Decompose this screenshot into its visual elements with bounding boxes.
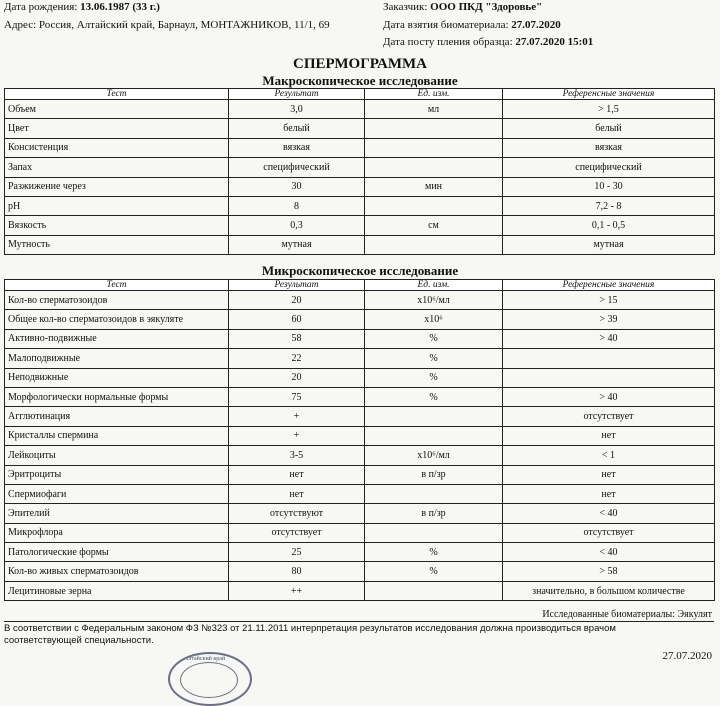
unit-value	[365, 407, 503, 426]
test-name: Патологические формы	[5, 543, 229, 562]
unit-value: %	[365, 349, 503, 368]
reference-value: отсутствует	[503, 407, 715, 426]
macro-heading: Макроскопическое исследование	[262, 73, 458, 88]
address-label: Адрес:	[4, 19, 37, 31]
result-value: нет	[229, 484, 365, 503]
unit-value: %	[365, 387, 503, 406]
dob-label: Дата рождения:	[4, 1, 78, 13]
reference-value: 7,2 - 8	[503, 196, 715, 215]
result-value: 20	[229, 368, 365, 387]
test-name: Спермиофаги	[5, 484, 229, 503]
unit-value: %	[365, 543, 503, 562]
reference-value: > 39	[503, 310, 715, 329]
footer-divider	[4, 621, 714, 622]
test-name: Запах	[5, 158, 229, 177]
test-name: Эритроциты	[5, 465, 229, 484]
legal-note-line2: соответствующей специальности.	[4, 635, 154, 646]
reference-value	[503, 349, 715, 368]
reference-value: < 1	[503, 446, 715, 465]
unit-value: %	[365, 329, 503, 348]
micro-header-row	[5, 280, 715, 291]
unit-value: %	[365, 562, 503, 581]
sample-date-label: Дата взятия биоматериала:	[383, 19, 509, 31]
result-value: специфический	[229, 158, 365, 177]
customer-label: Заказчик:	[383, 1, 428, 13]
table-row	[5, 407, 715, 426]
result-value: 75	[229, 387, 365, 406]
table-row	[5, 543, 715, 562]
col-result: Результат	[229, 280, 365, 291]
result-value: 20	[229, 291, 365, 310]
table-row	[5, 562, 715, 581]
table-row	[5, 158, 715, 177]
unit-value: в п/зр	[365, 504, 503, 523]
unit-value	[365, 426, 503, 445]
reference-value	[503, 368, 715, 387]
seal-text: Алтайский край	[184, 656, 226, 662]
test-name: Кол-во сперматозоидов	[5, 291, 229, 310]
test-name: Кол-во живых сперматозоидов	[5, 562, 229, 581]
table-row	[5, 581, 715, 600]
result-value: 60	[229, 310, 365, 329]
result-value: мутная	[229, 235, 365, 254]
unit-value	[365, 138, 503, 157]
reference-value: > 40	[503, 387, 715, 406]
reference-value: нет	[503, 426, 715, 445]
receipt-date-label: Дата посту пления образца:	[383, 36, 513, 48]
unit-value	[365, 484, 503, 503]
col-test: Тест	[5, 280, 229, 291]
unit-value: x10⁶	[365, 310, 503, 329]
test-name: Морфологически нормальные формы	[5, 387, 229, 406]
test-name: Малоподвижные	[5, 349, 229, 368]
test-name: Неподвижные	[5, 368, 229, 387]
seal-inner-ring	[180, 662, 238, 698]
reference-value: > 1,5	[503, 100, 715, 119]
table-row	[5, 119, 715, 138]
table-row	[5, 291, 715, 310]
receipt-date-value: 27.07.2020 15:01	[515, 36, 594, 48]
result-value: 80	[229, 562, 365, 581]
test-name: Объем	[5, 100, 229, 119]
reference-value: < 40	[503, 543, 715, 562]
biomaterial-note: Исследованные биоматериалы: Эякулят	[542, 609, 712, 620]
sample-date-line	[383, 19, 561, 31]
seal-stamp	[168, 652, 252, 706]
result-value: вязкая	[229, 138, 365, 157]
unit-value: x10⁶/мл	[365, 446, 503, 465]
result-value: отсутствуют	[229, 504, 365, 523]
result-value: 3,0	[229, 100, 365, 119]
address-value: Россия, Алтайский край, Барнаул, МОНТАЖНИКОВ, 11/1, 69	[38, 19, 330, 31]
reference-value: > 15	[503, 291, 715, 310]
table-row	[5, 387, 715, 406]
unit-value	[365, 119, 503, 138]
unit-value	[365, 158, 503, 177]
reference-value: нет	[503, 465, 715, 484]
table-row	[5, 368, 715, 387]
dob-value: 13.06.1987 (33 г.)	[80, 1, 160, 13]
reference-value: специфический	[503, 158, 715, 177]
col-result: Результат	[229, 89, 365, 100]
test-name: pH	[5, 196, 229, 215]
table-row	[5, 216, 715, 235]
table-row	[5, 100, 715, 119]
result-value: 58	[229, 329, 365, 348]
reference-value: < 40	[503, 504, 715, 523]
result-value: 3-5	[229, 446, 365, 465]
result-value: +	[229, 426, 365, 445]
col-reference: Референсные значения	[503, 280, 715, 291]
micro-table	[4, 279, 715, 601]
reference-value: > 40	[503, 329, 715, 348]
table-row	[5, 484, 715, 503]
test-name: Лейкоциты	[5, 446, 229, 465]
table-row	[5, 504, 715, 523]
reference-value: отсутствует	[503, 523, 715, 542]
test-name: Общее кол-во сперматозоидов в эякуляте	[5, 310, 229, 329]
test-name: Агглютинация	[5, 407, 229, 426]
result-value: ++	[229, 581, 365, 600]
address-line	[4, 19, 330, 31]
page-title: СПЕРМОГРАММА	[293, 56, 427, 72]
result-value: +	[229, 407, 365, 426]
result-value: отсутствует	[229, 523, 365, 542]
reference-value: > 58	[503, 562, 715, 581]
unit-value: мин	[365, 177, 503, 196]
col-unit: Ед. изм.	[365, 280, 503, 291]
macro-header-row	[5, 89, 715, 100]
col-reference: Референсные значения	[503, 89, 715, 100]
receipt-date-line	[383, 36, 593, 48]
unit-value	[365, 581, 503, 600]
reference-value: белый	[503, 119, 715, 138]
table-row	[5, 196, 715, 215]
reference-value: мутная	[503, 235, 715, 254]
result-value: 25	[229, 543, 365, 562]
table-row	[5, 235, 715, 254]
customer-line	[383, 1, 542, 13]
test-name: Микрофлора	[5, 523, 229, 542]
result-value: 8	[229, 196, 365, 215]
table-row	[5, 446, 715, 465]
test-name: Лецитиновые зерна	[5, 581, 229, 600]
sample-date-value: 27.07.2020	[511, 19, 561, 31]
report-date: 27.07.2020	[662, 650, 712, 662]
macro-table	[4, 88, 715, 255]
result-value: 22	[229, 349, 365, 368]
test-name: Активно-подвижные	[5, 329, 229, 348]
test-name: Консистенция	[5, 138, 229, 157]
unit-value: %	[365, 368, 503, 387]
test-name: Цвет	[5, 119, 229, 138]
table-row	[5, 523, 715, 542]
col-test: Тест	[5, 89, 229, 100]
unit-value: в п/зр	[365, 465, 503, 484]
table-row	[5, 310, 715, 329]
reference-value: 0,1 - 0,5	[503, 216, 715, 235]
micro-heading: Микроскопическое исследование	[261, 263, 459, 278]
test-name: Кристаллы спермина	[5, 426, 229, 445]
customer-value: ООО ПКД "Здоровье"	[430, 1, 543, 13]
reference-value: вязкая	[503, 138, 715, 157]
unit-value: см	[365, 216, 503, 235]
result-value: 0,3	[229, 216, 365, 235]
legal-note-line1: В соответствии с Федеральным законом ФЗ №323 от 21.11.2011 интерпретация результатов исследования должна производиться врачом	[4, 623, 616, 634]
unit-value: x10⁶/мл	[365, 291, 503, 310]
reference-value: нет	[503, 484, 715, 503]
unit-value	[365, 235, 503, 254]
test-name: Разжижение через	[5, 177, 229, 196]
table-row	[5, 138, 715, 157]
result-value: нет	[229, 465, 365, 484]
unit-value	[365, 196, 503, 215]
table-row	[5, 426, 715, 445]
dob-line	[4, 1, 160, 13]
test-name: Мутность	[5, 235, 229, 254]
table-row	[5, 465, 715, 484]
unit-value: мл	[365, 100, 503, 119]
reference-value: значительно, в большом количестве	[503, 581, 715, 600]
table-row	[5, 349, 715, 368]
result-value: белый	[229, 119, 365, 138]
unit-value	[365, 523, 503, 542]
col-unit: Ед. изм.	[365, 89, 503, 100]
table-row	[5, 329, 715, 348]
test-name: Вязкость	[5, 216, 229, 235]
table-row	[5, 177, 715, 196]
test-name: Эпителий	[5, 504, 229, 523]
result-value: 30	[229, 177, 365, 196]
reference-value: 10 - 30	[503, 177, 715, 196]
